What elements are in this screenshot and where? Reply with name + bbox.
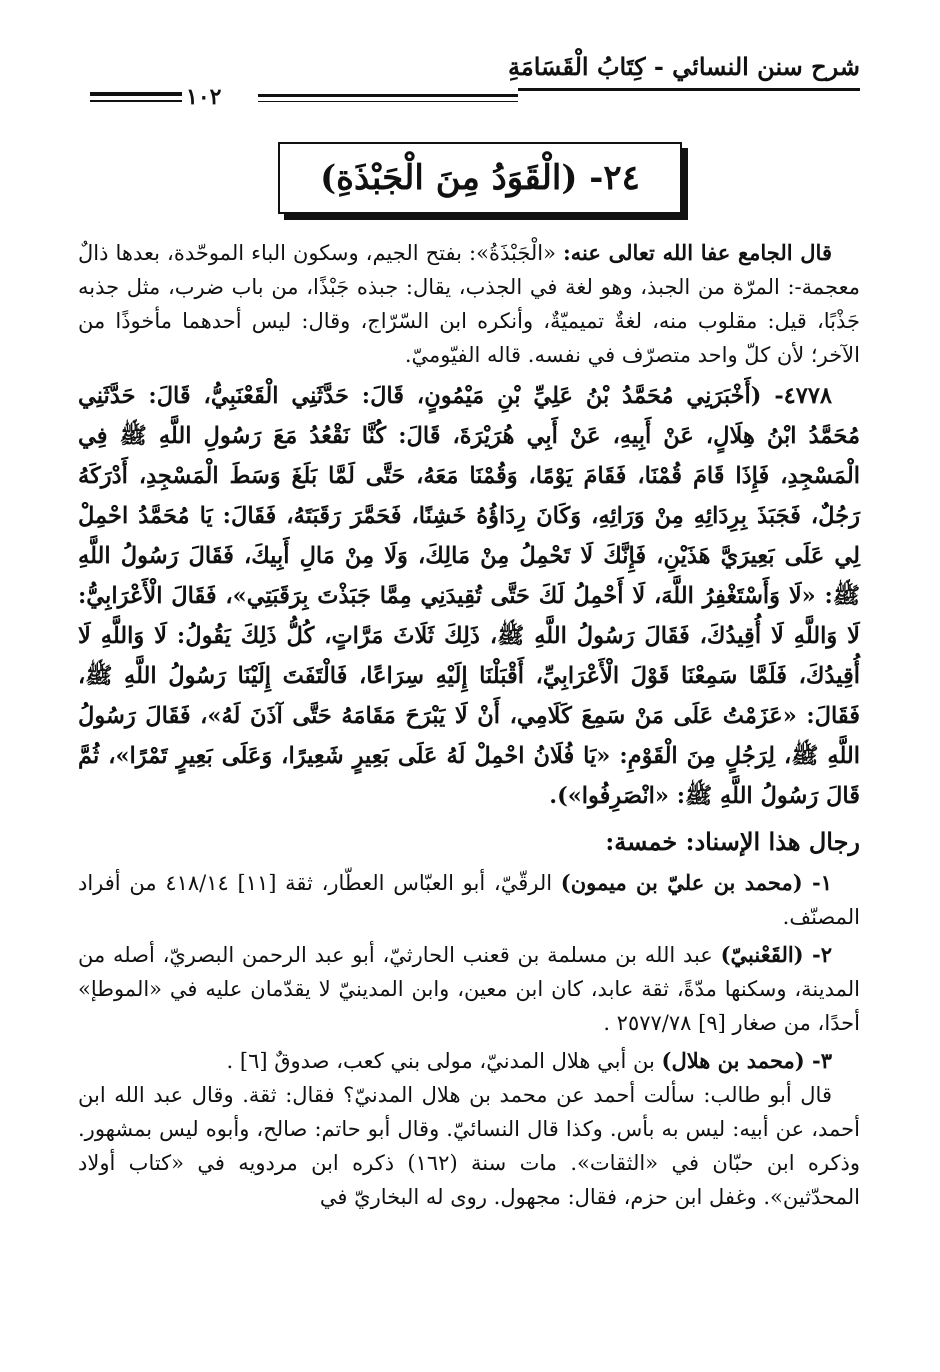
narrator-entry <box>78 866 860 934</box>
hadith-paragraph: ٤٧٧٨- (أَخْبَرَنِي مُحَمَّدُ بْنُ عَلِيِّ بْنِ مَيْمُونٍ، قَالَ: حَدَّثَنِي الْقَعْنَبِيُّ، قَالَ: حَدَّثَنِي مُحَمَّدُ ابْنُ هِلَالٍ، عَنْ أَبِيهِ، عَنْ أَبِي هُرَيْرَةَ، قَالَ: كُنَّا نَقْعُدُ مَعَ رَسُولِ اللَّهِ ﷺ فِي الْمَسْجِدِ، فَإِذَا قَامَ قُمْنَا، فَقَامَ يَوْمًا، وَقُمْنَا مَعَهُ، حَتَّى لَمَّا بَلَغَ وَسَطَ الْمَسْجِدِ، أَدْرَكَهُ رَجُلٌ، فَجَبَذَ بِرِدَائِهِ مِنْ وَرَائِهِ، وَكَانَ رِدَاؤُهُ خَشِنًا، فَحَمَّرَ رَقَبَتَهُ، فَقَالَ: يَا مُحَمَّدُ احْمِلْ لِي عَلَى بَعِيرَيَّ هَذَيْنِ، فَإِنَّكَ لَا تَحْمِلُ مِنْ مَالِكَ، وَلَا مِنْ مَالِ أَبِيكَ، فَقَالَ رَسُولُ اللَّهِ ﷺ: «لَا وَأَسْتَغْفِرُ اللَّهَ، لَا أَحْمِلُ لَكَ حَتَّى تُقِيدَنِي مِمَّا جَبَذْتَ بِرَقَبَتِي»، فَقَالَ الْأَعْرَابِيُّ: لَا وَاللَّهِ لَا أُقِيدُكَ، فَقَالَ رَسُولُ اللَّهِ ﷺ، ذَلِكَ ثَلَاثَ مَرَّاتٍ، كُلُّ ذَلِكَ يَقُولُ: لَا وَاللَّهِ لَا أُقِيدُكَ، فَلَمَّا سَمِعْنَا قَوْلَ الْأَعْرَابِيِّ، أَقْبَلْنَا إِلَيْهِ سِرَاعًا، فَالْتَفَتَ إِلَيْنَا رَسُولُ اللَّهِ ﷺ، فَقَالَ: «عَزَمْتُ عَلَى مَنْ سَمِعَ كَلَامِي، أَنْ لَا يَبْرَحَ مَقَامَهُ حَتَّى آذَنَ لَهُ»، فَقَالَ رَسُولُ اللَّهِ ﷺ، لِرَجُلٍ مِنَ الْقَوْمِ: «يَا فُلَانُ احْمِلْ لَهُ عَلَى بَعِيرٍ شَعِيرًا، وَعَلَى بَعِيرٍ تَمْرًا»، ثُمَّ قَالَ رَسُولُ اللَّهِ ﷺ: «انْصَرِفُوا»). <box>78 383 860 809</box>
intro-paragraph <box>78 236 860 372</box>
intro-text: «الْجَبْذَةُ»: بفتح الجيم، وسكون الباء الموحّدة، بعدها ذالٌ معجمة-: المرّة من الجبذ، وهو لغة في الجذب، يقال: جبذه جَبْذًا، من باب ضرب، مثل جذبه جَذْبًا، قيل: مقلوب منه، لغةٌ تميميّةٌ، وأنكره ابن السّرّاج، وقال: ليس أحدهما مأخوذًا من الآخر؛ لأن كلّ واحد متصرّف في نفسه. قاله الفيّوميّ. <box>78 241 860 367</box>
isnad-heading: رجال هذا الإسناد: خمسة: <box>605 827 860 856</box>
narrator-entry <box>78 1044 860 1078</box>
header-rule-left-thick <box>90 92 182 96</box>
intro-lead: قال الجامع عفا الله تعالى عنه: <box>563 240 832 265</box>
header-rule-left-thin <box>90 100 182 102</box>
narrator-name: ٢- (القَعْنبيّ) <box>720 942 832 967</box>
running-header-title: شرح سنن النسائي - كِتَابُ الْقَسَامَةِ <box>508 52 860 81</box>
running-header <box>90 48 860 108</box>
page-number: ١٠٢ <box>186 84 222 110</box>
header-rule-middle <box>258 94 518 97</box>
running-header-underline <box>518 88 860 91</box>
narrator-entry <box>78 938 860 1040</box>
narrator-description: عبد الله بن مسلمة بن قعنب الحارثيّ، أبو عبد الرحمن البصريّ، أصله من المدينة، وسكنها مدّةً، ثقة عابد، كان ابن معين، وابن المدينيّ لا يقدّمان عليه في «الموطإ» أحدًا، من صغار [٩] ٢٥٧٧/٧٨ . <box>78 943 860 1035</box>
chapter-title: ٢٤- (الْقَوَدُ مِنَ الْجَبْذَةِ) <box>320 158 640 198</box>
narrator-description: الرقّيّ، أبو العبّاس العطّار، ثقة [١١] ٤١٨/١٤ من أفراد المصنّف. <box>78 871 860 929</box>
narrator-continuation: قال أبو طالب: سألت أحمد عن محمد بن هلال المدنيّ؟ فقال: ثقة. وقال عبد الله ابن أحمد، عن أبيه: ليس به بأس. وكذا قال النسائيّ. وقال أبو حاتم: صالح، وأبوه ليس بمشهور. وذكره ابن حبّان في «الثقات». مات سنة (١٦٢) ذكره ابن مردويه في «كتاب أولاد المحدّثين». وغفل ابن حزم، فقال: مجهول. روى له البخاريّ في <box>78 1083 860 1209</box>
body-text <box>78 236 860 1214</box>
chapter-title-box <box>278 142 682 214</box>
narrator-description: بن أبي هلال المدنيّ، مولى بني كعب، صدوقٌ [٦] . <box>226 1049 662 1073</box>
narrator-name: ١- (محمد بن عليّ بن ميمون) <box>560 870 833 895</box>
header-rule-middle-thin <box>258 101 518 102</box>
narrator-name: ٣- (محمد بن هلال) <box>661 1048 832 1073</box>
